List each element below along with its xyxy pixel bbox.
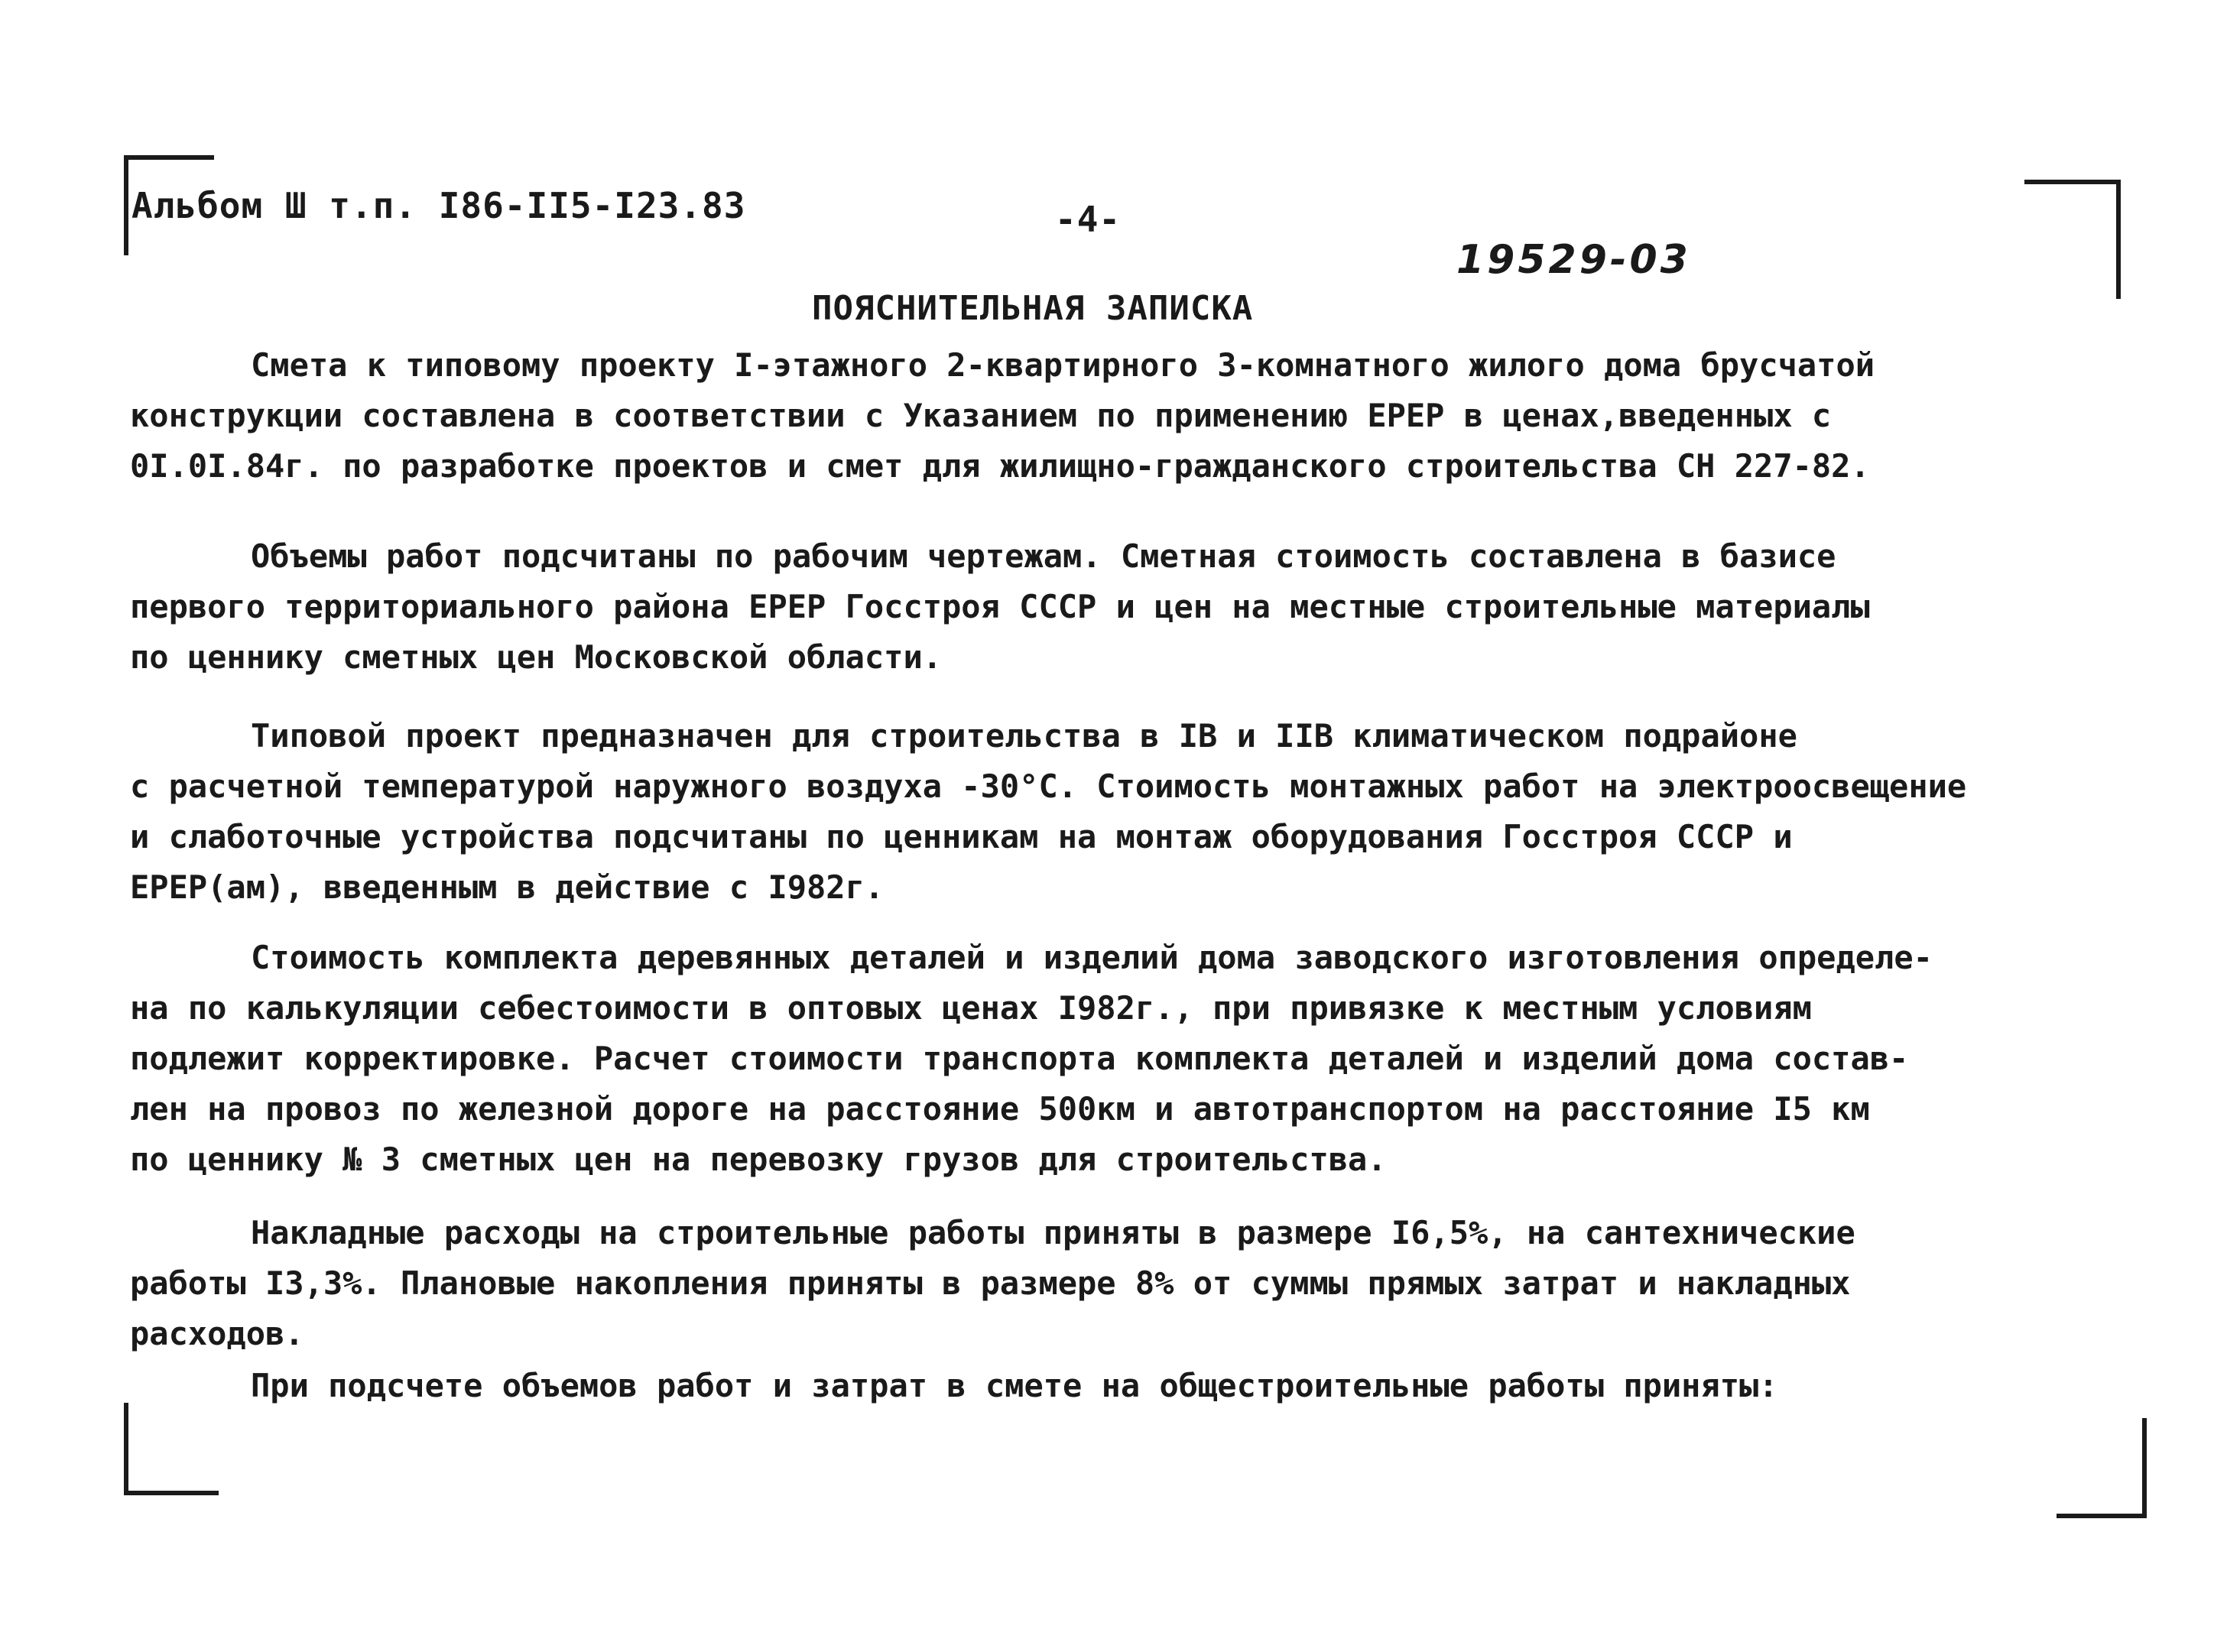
text-line: При подсчете объемов работ и затрат в смете на общестроительные работы приняты: bbox=[251, 1367, 1778, 1404]
document-code: 19529-03 bbox=[1456, 237, 1691, 283]
text-line: работы I3,3%. Плановые накопления приняты в размере 8% от суммы прямых затрат и накладных bbox=[130, 1264, 1851, 1302]
corner-mark-top-right bbox=[2024, 180, 2121, 299]
text-line: Стоимость комплекта деревянных деталей и изделий дома заводского изготовления определе- bbox=[251, 939, 1933, 976]
text-line: Смета к типовому проекту I-этажного 2-квартирного 3-комнатного жилого дома брусчатой bbox=[251, 346, 1875, 384]
text-line: Накладные расходы на строительные работы приняты в размере I6,5%, на сантехнические bbox=[251, 1214, 1855, 1251]
text-line: Типовой проект предназначен для строительства в IB и IIB климатическом подрайоне bbox=[251, 717, 1797, 755]
text-line: с расчетной температурой наружного воздуха -30°С. Стоимость монтажных работ на электроосвещение bbox=[130, 768, 1967, 805]
text-line: ЕРЕР(ам), введенным в действие с I982г. bbox=[130, 868, 885, 906]
text-line: первого территориального района ЕРЕР Госстроя СССР и цен на местные строительные материалы bbox=[130, 588, 1870, 625]
album-reference: Альбом Ш т.п. I86-II5-I23.83 bbox=[131, 185, 746, 226]
paragraph-climate-zone bbox=[130, 711, 2064, 913]
text-line: расходов. bbox=[130, 1315, 304, 1352]
text-line: Объемы работ подсчитаны по рабочим чертежам. Сметная стоимость составлена в базисе bbox=[251, 537, 1836, 575]
text-line: и слаботочные устройства подсчитаны по ценникам на монтаж оборудования Госстроя СССР и bbox=[130, 818, 1793, 855]
paragraph-overhead-costs bbox=[130, 1208, 2064, 1359]
paragraph-work-volumes bbox=[130, 531, 2064, 683]
paragraph-estimate-basis bbox=[130, 340, 2064, 492]
text-line: 0I.0I.84г. по разработке проектов и смет для жилищно-гражданского строительства СН 227-82. bbox=[130, 447, 1870, 485]
page-number: -4- bbox=[1055, 199, 1122, 240]
corner-mark-bottom-right bbox=[2057, 1418, 2147, 1518]
text-line: подлежит корректировке. Расчет стоимости транспорта комплекта деталей и изделий дома состав- bbox=[130, 1040, 1909, 1077]
paragraph-calculation-assumptions bbox=[130, 1361, 2064, 1411]
text-line: по ценнику сметных цен Московской области. bbox=[130, 638, 943, 676]
text-line: на по калькуляции себестоимости в оптовых ценах I982г., при привязке к местным условиям bbox=[130, 989, 1812, 1027]
corner-mark-bottom-left bbox=[124, 1403, 219, 1495]
text-line: по ценнику № 3 сметных цен на перевозку грузов для строительства. bbox=[130, 1141, 1387, 1178]
paragraph-wooden-parts-cost bbox=[130, 933, 2064, 1185]
document-title: ПОЯСНИТЕЛЬНАЯ ЗАПИСКА bbox=[812, 289, 1254, 328]
text-line: лен на провоз по железной дороге на расстояние 500км и автотранспортом на расстояние I5 км bbox=[130, 1090, 1870, 1128]
text-line: конструкции составлена в соответствии с Указанием по применению ЕРЕР в ценах,введенных с bbox=[130, 397, 1832, 434]
